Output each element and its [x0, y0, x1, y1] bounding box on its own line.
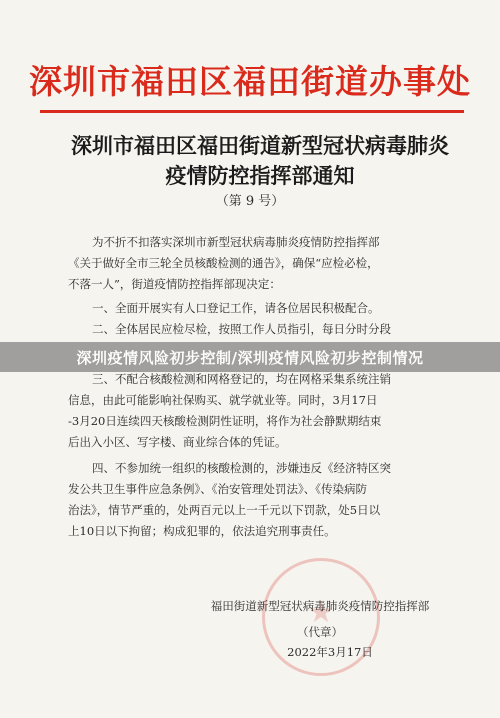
intro-line-3: 不落一人”，街道疫情防控指挥部现决定： [68, 277, 281, 291]
signature-note: （代章） [297, 625, 343, 639]
item-3-paragraph [68, 369, 462, 453]
intro-line-2: 《关于做好全市三轮全员核酸检测的通告》，确保“应检必检， [68, 256, 379, 270]
issuing-office-header: 深圳市福田区福田街道办事处 [29, 62, 471, 101]
intro-paragraph [68, 232, 462, 295]
item-2-line: 二、全体居民应检尽检，按照工作人员指引，每日分时分段 [92, 322, 391, 336]
item-3-line-4: 后出入小区、写字楼、商业综合体的凭证。 [68, 435, 287, 449]
item-3-line-2: 信息，由此可能影响社保购买、就学就业等。同时，3月17日 [68, 393, 378, 407]
notice-title [70, 131, 450, 191]
notice-title-line-2: 疫情防控指挥部通知 [165, 163, 355, 188]
item-1-line: 一、全面开展实有人口登记工作，请各位居民积极配合。 [92, 301, 380, 315]
notice-title-line-1: 深圳市福田区福田街道新型冠状病毒肺炎 [71, 133, 449, 158]
caption-overlay-banner [0, 342, 500, 372]
signature-organization: 福田街道新型冠状病毒肺炎疫情防控指挥部 [210, 599, 430, 613]
caption-overlay-text: 深圳疫情风险初步控制/深圳疫情风险初步控制情况 [76, 348, 424, 367]
item-3-line-3: -3月20日连续四天核酸检测阴性证明，将作为社会静默期结束 [68, 414, 382, 428]
document-number: （第 9 号） [215, 194, 285, 209]
item-4-line-1: 四、不参加统一组织的核酸检测的，涉嫌违反《经济特区突 [92, 461, 391, 475]
red-divider-line [40, 110, 464, 113]
item-4-line-2: 发公共卫生事件应急条例》、《治安管理处罚法》、《传染病防 [68, 482, 367, 496]
item-4-paragraph [68, 458, 462, 542]
item-3-line-1: 三、不配合核酸检测和网格登记的，均在网格采集系统注销 [92, 372, 391, 386]
item-4-line-4: 上10日以下拘留；构成犯罪的，依法追究刑事责任。 [68, 524, 336, 538]
item-1-paragraph [68, 298, 462, 340]
item-4-line-3: 治法》，情节严重的，处两百元以上一千元以下罚款，处5日以 [68, 503, 381, 517]
notice-date: 2022年3月17日 [287, 645, 373, 659]
intro-line-1: 为不折不扣落实深圳市新型冠状病毒肺炎疫情防控指挥部 [92, 235, 380, 249]
